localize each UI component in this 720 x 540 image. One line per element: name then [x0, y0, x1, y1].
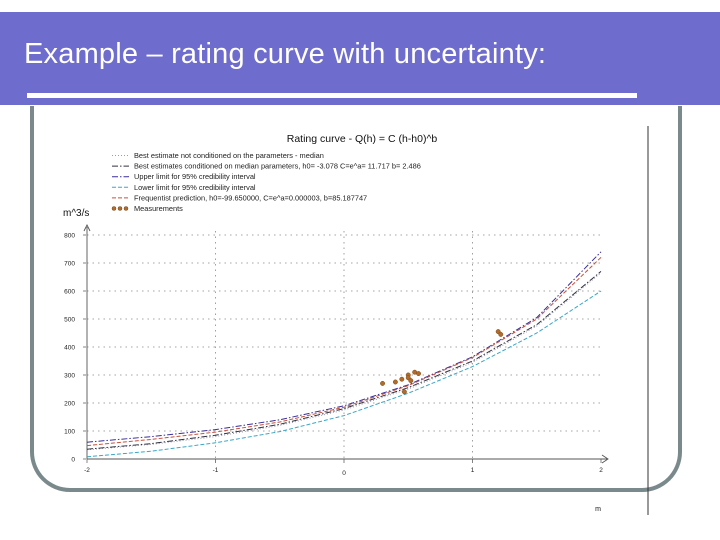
slide-title: Example – rating curve with uncertainty:: [24, 38, 547, 70]
measurement-point: [409, 378, 413, 382]
measurement-point: [380, 381, 384, 385]
legend-label: Best estimates conditioned on median parameters, h0= -3.078 C=e^a= 11.717 b= 2.486: [134, 161, 421, 171]
y-tick-label: 0: [71, 456, 75, 464]
x-tick-label: -1: [212, 467, 219, 474]
x-tick-label: 0: [342, 470, 346, 477]
x-axis-label: m: [595, 506, 601, 513]
y-tick-label: 500: [64, 316, 75, 324]
grid: [87, 231, 601, 459]
measurement-point: [393, 380, 397, 384]
y-axis-label: m^3/s: [63, 208, 90, 219]
y-tick-label: 600: [64, 288, 75, 296]
measurement-point: [400, 377, 404, 381]
legend: [112, 151, 421, 213]
legend-marker: [124, 207, 128, 211]
legend-label: Upper limit for 95% credibility interval: [134, 172, 256, 182]
legend-label: Measurements: [134, 204, 183, 213]
series-line: [87, 257, 601, 445]
axes: [64, 225, 608, 477]
measurement-point: [416, 371, 420, 375]
y-tick-label: 200: [64, 400, 75, 408]
legend-label: Best estimate not conditioned on the parameters - median: [134, 151, 324, 160]
y-tick-label: 100: [64, 428, 75, 436]
legend-label: Lower limit for 95% credibility interval: [134, 182, 256, 192]
series-line: [87, 273, 601, 450]
series-line: [87, 291, 601, 457]
y-tick-label: 700: [64, 260, 75, 268]
chart-title: Rating curve - Q(h) = C (h-h0)^b: [286, 133, 438, 145]
y-tick-label: 400: [64, 344, 75, 352]
legend-marker: [118, 207, 122, 211]
measurement-point: [402, 390, 406, 394]
y-tick-label: 800: [64, 232, 75, 240]
x-tick-label: 2: [599, 467, 603, 474]
legend-label: Frequentist prediction, h0=-99.650000, C=e^a=0.000003, b=85.187747: [134, 193, 368, 203]
x-tick-label: -2: [84, 467, 90, 474]
measurement-point: [499, 332, 503, 336]
y-tick-label: 300: [64, 372, 75, 380]
series-group: [87, 252, 601, 457]
measurement-markers: [380, 329, 503, 394]
legend-marker: [112, 207, 116, 211]
x-tick-label: 1: [470, 467, 475, 474]
